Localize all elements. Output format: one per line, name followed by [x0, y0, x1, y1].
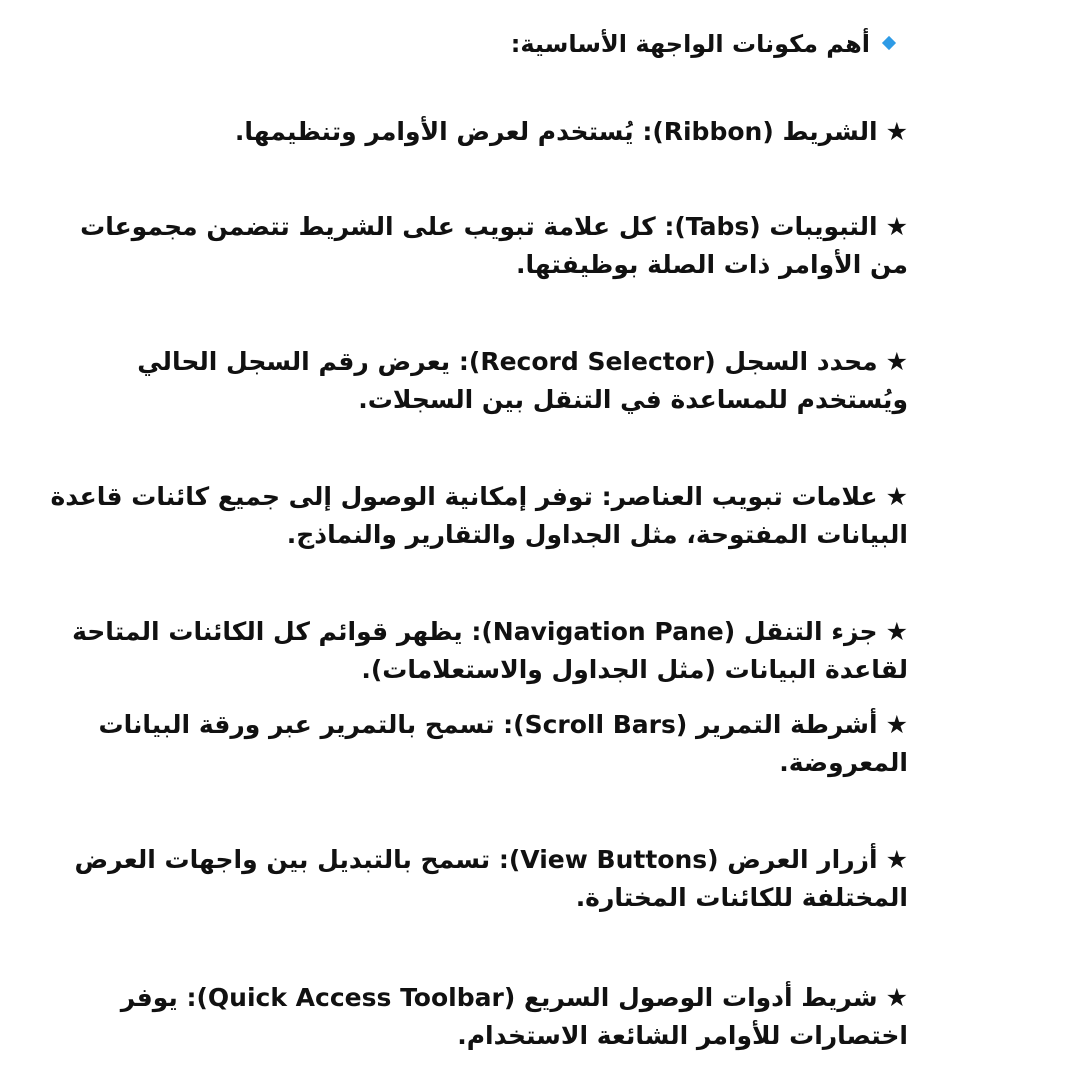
star-bullet-icon: ★: [885, 845, 908, 874]
star-bullet-icon: ★: [885, 482, 908, 511]
item-label: شريط أدوات الوصول السريع: [523, 983, 878, 1012]
item-text: : توفر إمكانية الوصول إلى جميع كائنات قاعدة البيانات المفتوحة، مثل الجداول والتقارير والنماذج.: [50, 482, 908, 549]
list-item-tabs: [48, 208, 908, 284]
star-bullet-icon: ★: [885, 347, 908, 376]
item-text: : يظهر قوائم كل الكائنات المتاحة لقاعدة البيانات (مثل الجداول والاستعلامات).: [72, 617, 908, 684]
diamond-bullet-icon: [882, 36, 896, 50]
item-term: (Quick Access Toolbar): [196, 983, 516, 1012]
list-item-quick-access-toolbar: [48, 979, 908, 1055]
star-bullet-icon: ★: [885, 212, 908, 241]
item-term: (View Buttons): [508, 845, 719, 874]
item-label: أزرار العرض: [727, 845, 878, 874]
item-term: (Ribbon): [652, 117, 774, 146]
item-text: : يوفر اختصارات للأوامر الشائعة الاستخدام.: [120, 983, 908, 1050]
list-item-view-buttons: [48, 841, 908, 917]
list-item-record-selector: [48, 343, 908, 419]
item-term: (Tabs): [674, 212, 761, 241]
star-bullet-icon: ★: [885, 617, 908, 646]
item-text: : تسمح بالتبديل بين واجهات العرض المختلفة للكائنات المختارة.: [74, 845, 908, 912]
section-heading: أهم مكونات الواجهة الأساسية:: [510, 30, 870, 58]
list-item-object-tabs: [48, 478, 908, 554]
list-item-navigation-pane: [48, 613, 908, 689]
list-item-ribbon: [48, 113, 908, 151]
star-bullet-icon: ★: [885, 117, 908, 146]
item-label: محدد السجل: [724, 347, 878, 376]
item-term: (Record Selector): [468, 347, 716, 376]
item-text: : تسمح بالتمرير عبر ورقة البيانات المعروضة.: [98, 710, 908, 777]
item-label: علامات تبويب العناصر: [611, 482, 878, 511]
star-bullet-icon: ★: [885, 710, 908, 739]
item-label: أشرطة التمرير: [696, 710, 878, 739]
item-term: (Scroll Bars): [513, 710, 688, 739]
item-label: التبويبات: [769, 212, 878, 241]
item-text: : كل علامة تبويب على الشريط تتضمن مجموعات من الأوامر ذات الصلة بوظيفتها.: [80, 212, 908, 279]
heading-row: [134, 24, 894, 64]
item-text: : يُستخدم لعرض الأوامر وتنظيمها.: [234, 117, 653, 146]
star-bullet-icon: ★: [885, 983, 908, 1012]
item-label: الشريط: [782, 117, 878, 146]
item-term: (Navigation Pane): [481, 617, 736, 646]
item-label: جزء التنقل: [743, 617, 878, 646]
list-item-scroll-bars: [48, 706, 908, 782]
item-text: : يعرض رقم السجل الحالي ويُستخدم للمساعدة في التنقل بين السجلات.: [137, 347, 908, 414]
